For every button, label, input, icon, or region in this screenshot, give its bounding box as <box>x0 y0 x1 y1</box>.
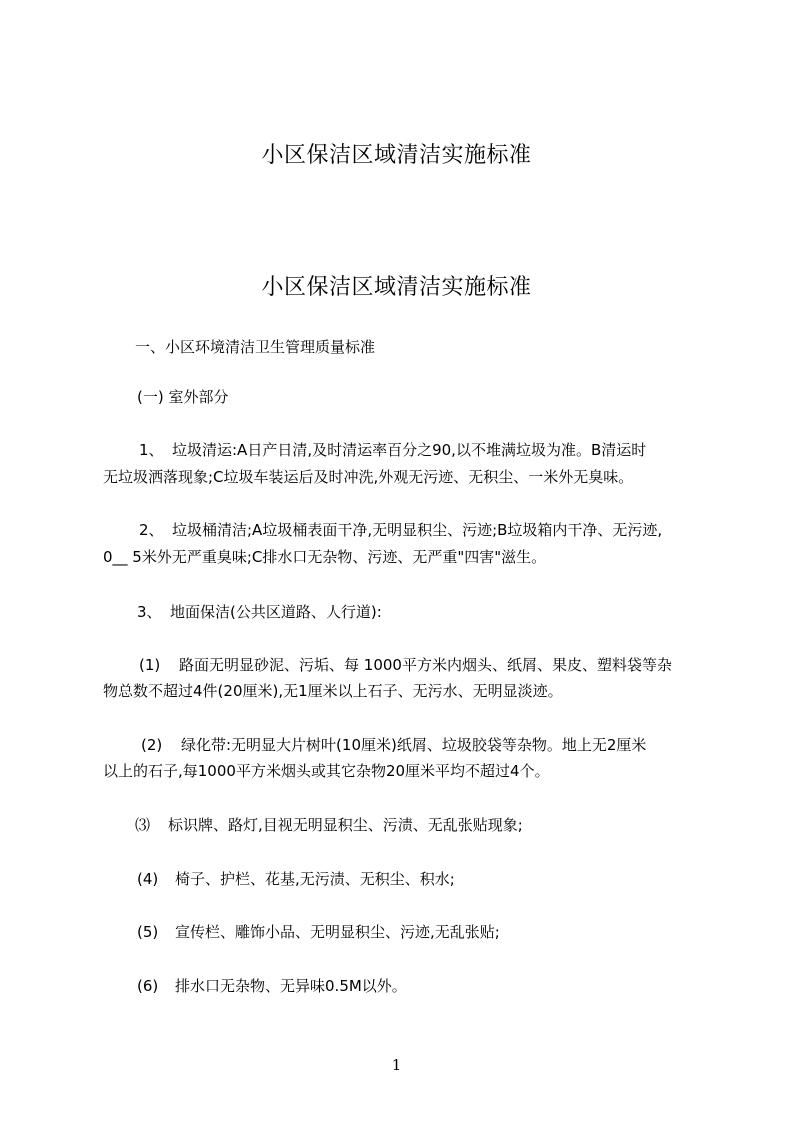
item-2-text: 垃圾桶清洁;A垃圾桶表面干净,无明显积尘、污迹;B垃圾箱内干净、无污迹, <box>172 521 663 539</box>
sub-item-2-number: (2) <box>141 736 163 754</box>
main-title: 小区保洁区域清洁实施标准 <box>261 275 532 300</box>
section-heading: 一、小区环境清洁卫生管理质量标准 <box>135 338 376 356</box>
sub-item-4-text: 椅子、护栏、花基,无污渍、无积尘、积水; <box>175 870 455 888</box>
item-3-number: 3、 <box>137 603 162 621</box>
sub-item-1-second-line: 物总数不超过4件(20厘米),无1厘米以上石子、无污水、无明显淡迹。 <box>103 682 563 700</box>
item-3-text: 地面保洁(公共区道路、人行道): <box>170 603 382 621</box>
cover-title: 小区保洁区域清洁实施标准 <box>261 143 532 168</box>
sub-item-1-number: (1) <box>139 656 161 674</box>
sub-item-2-second-line: 以上的石子,每1000平方米烟头或其它杂物20厘米平均不超过4个。 <box>103 762 550 780</box>
sub-item-5-text: 宣传栏、雕饰小品、无明显积尘、污迹,无乱张贴; <box>175 923 500 941</box>
subsection-heading: (一) 室外部分 <box>137 388 229 406</box>
page-number: 1 <box>391 1056 402 1074</box>
sub-item-1-text: 路面无明显砂泥、污垢、每 1000平方米内烟头、纸屑、果皮、塑料袋等杂 <box>179 656 672 674</box>
sub-item-2-text: 绿化带:无明显大片树叶(10厘米)纸屑、垃圾胶袋等杂物。地上无2厘米 <box>181 736 647 754</box>
item-2-number: 2、 <box>139 521 164 539</box>
sub-item-4-number: (4) <box>137 870 159 888</box>
item-3-line <box>137 601 382 623</box>
item-1-number: 1、 <box>139 441 164 459</box>
sub-item-3-number: ⑶ <box>135 816 151 834</box>
sub-item-6-number: (6) <box>137 977 159 995</box>
sub-item-6-text: 排水口无杂物、无异味0.5M以外。 <box>175 977 407 995</box>
sub-item-5-number: (5) <box>137 923 159 941</box>
item-2-second-line: 0__ 5米外无严重臭味;C排水口无杂物、污迹、无严重"四害"滋生。 <box>103 548 547 566</box>
item-1-second-line: 无垃圾洒落现象;C垃圾车装运后及时冲洗,外观无污迹、无积尘、一米外无臭味。 <box>103 468 634 486</box>
sub-item-3-line <box>135 814 523 836</box>
item-2-first-line <box>139 519 662 541</box>
sub-item-1-first-line <box>139 654 672 676</box>
item-1-first-line <box>139 439 646 461</box>
sub-item-4-line <box>137 868 455 890</box>
sub-item-3-text: 标识牌、路灯,目视无明显积尘、污渍、无乱张贴现象; <box>168 816 523 834</box>
item-1-text: 垃圾清运:A日产日清,及时清运率百分之90,以不堆满垃圾为准。B清运时 <box>172 441 647 459</box>
sub-item-6-line <box>137 975 407 997</box>
sub-item-5-line <box>137 921 500 943</box>
sub-item-2-first-line <box>141 734 646 756</box>
